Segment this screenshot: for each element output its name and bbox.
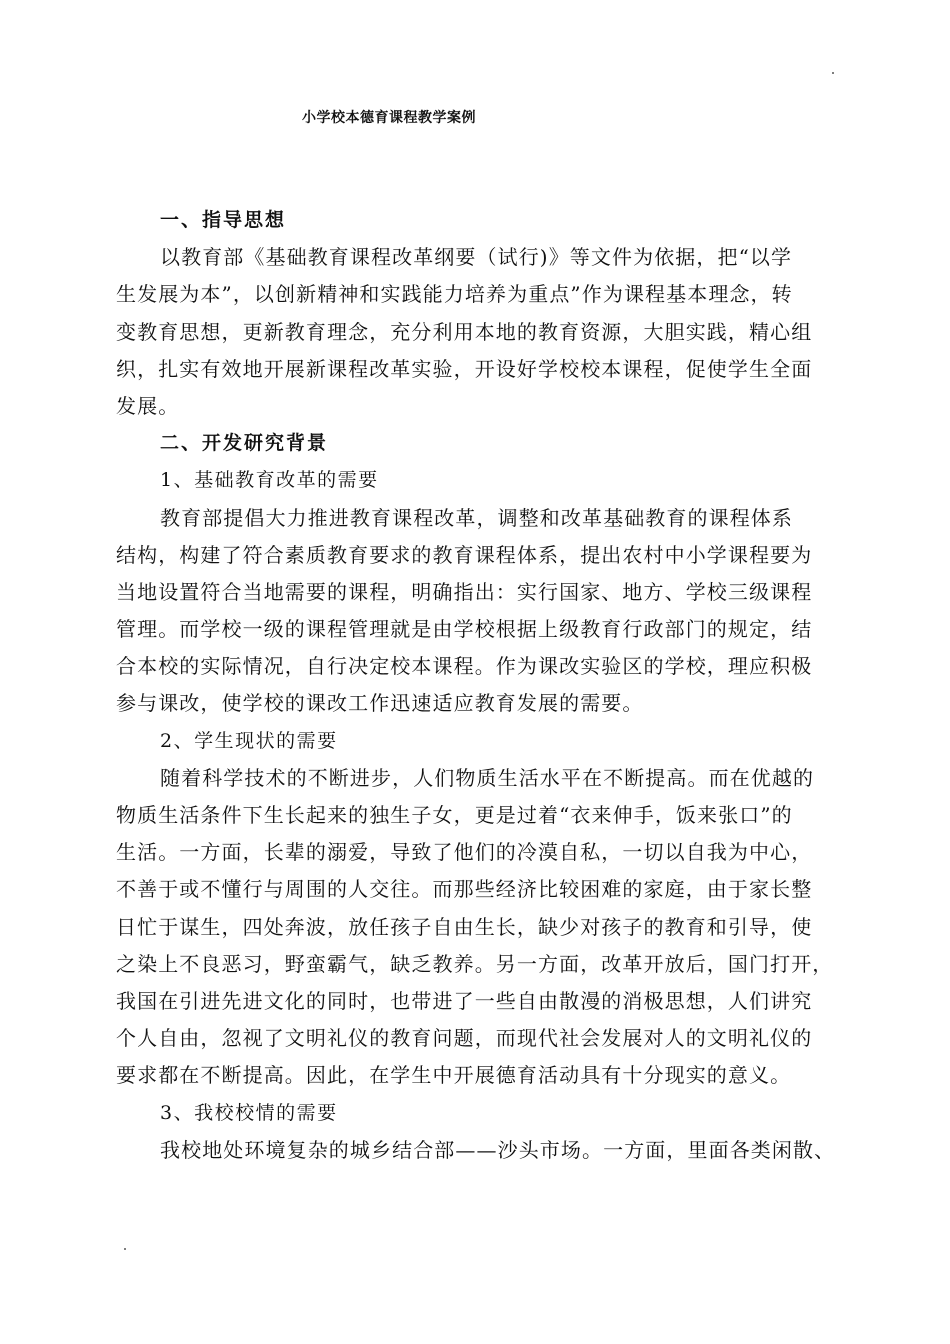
document-body [116, 202, 840, 1169]
paragraph-line: 参与课改，使学校的课改工作迅速适应教育发展的需要。 [116, 691, 644, 716]
paragraph-line: 管理。而学校一级的课程管理就是由学校根据上级教育行政部门的规定，结 [116, 617, 813, 642]
paragraph-line: 合本校的实际情况，自行决定校本课程。作为课改实验区的学校，理应积极 [116, 654, 813, 679]
paragraph-first-line: 教育部提倡大力推进教育课程改革，调整和改革基础教育的课程体系 [160, 505, 793, 530]
subsection-heading: 1、基础教育改革的需要 [160, 469, 379, 492]
paragraph-line: 生活。一方面，长辈的溺爱，导致了他们的冷漠自私，一切以自我为中心， [116, 840, 813, 865]
paragraph-line: 变教育思想，更新教育理念，充分利用本地的教育资源，大胆实践，精心组 [116, 319, 813, 344]
corner-mark [124, 1248, 126, 1250]
paragraph-first-line: 我校地处环境复杂的城乡结合部——沙头市场。一方面，里面各类闲散、 [160, 1137, 836, 1162]
paragraph-line: 日忙于谋生，四处奔波，放任孩子自由生长，缺少对孩子的教育和引导，使 [116, 914, 813, 939]
paragraph-line: 结构，构建了符合素质教育要求的教育课程体系，提出农村中小学课程要为 [116, 542, 813, 567]
paragraph-first-line: 以教育部《基础教育课程改革纲要（试行)》等文件为依据，把“以学 [160, 245, 793, 270]
paragraph-first-line: 随着科学技术的不断进步，人们物质生活水平在不断提高。而在优越的 [160, 765, 815, 790]
paragraph-line: 物质生活条件下生长起来的独生子女，更是过着“衣来伸手，饭来张口”的 [116, 803, 793, 827]
section-heading: 一、指导思想 [160, 209, 287, 231]
corner-mark [832, 72, 834, 74]
paragraph-line: 当地设置符合当地需要的课程，明确指出：实行国家、地方、学校三级课程 [116, 579, 813, 604]
paragraph-line: 个人自由，忽视了文明礼仪的教育问题，而现代社会发展对人的文明礼仪的 [116, 1026, 813, 1051]
section-heading: 二、开发研究背景 [160, 432, 329, 455]
paragraph-line: 要求都在不断提高。因此，在学生中开展德育活动具有十分现实的意义。 [116, 1063, 792, 1088]
paragraph-line: 发展。 [116, 393, 180, 418]
paragraph-line: 之染上不良恶习，野蛮霸气，缺乏教养。另一方面，改革开放后，国门打开， [116, 951, 834, 976]
subsection-heading: 2、学生现状的需要 [160, 729, 338, 752]
paragraph-line: 生发展为本”，以创新精神和实践能力培养为重点”作为课程基本理念，转 [116, 282, 793, 307]
paragraph-line: 织，扎实有效地开展新课程改革实验，开设好学校校本课程，促使学生全面 [116, 356, 813, 381]
document-title: 小学校本德育课程教学案例 [302, 110, 476, 126]
subsection-heading: 3、我校校情的需要 [160, 1101, 338, 1124]
paragraph-line: 我国在引进先进文化的同时，也带进了一些自由散漫的消极思想，人们讲究 [116, 988, 813, 1013]
paragraph-line: 不善于或不懂行与周围的人交往。而那些经济比较困难的家庭，由于家长整 [116, 877, 813, 902]
